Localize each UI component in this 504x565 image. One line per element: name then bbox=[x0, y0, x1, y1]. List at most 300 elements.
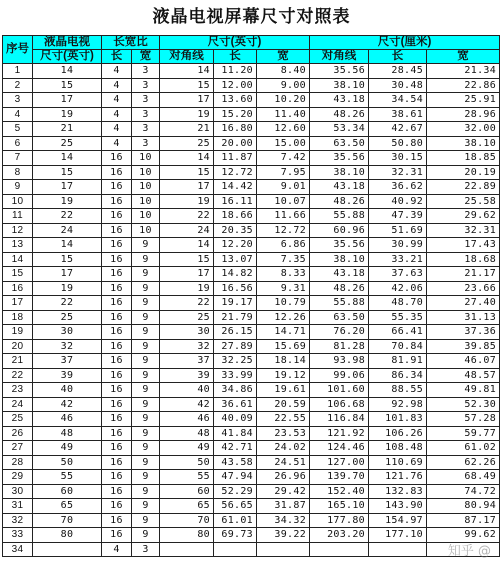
table-cell: 16 bbox=[102, 528, 132, 543]
table-cell: 15 bbox=[33, 252, 102, 267]
table-cell: 16 bbox=[102, 412, 132, 427]
table-cell: 9 bbox=[132, 441, 160, 456]
table-cell: 22.55 bbox=[257, 412, 310, 427]
table-cell: 20.59 bbox=[257, 397, 310, 412]
table-cell: 24 bbox=[33, 223, 102, 238]
table-cell: 36.61 bbox=[214, 397, 257, 412]
table-cell: 48.70 bbox=[369, 296, 427, 311]
table-cell: 32 bbox=[160, 339, 214, 354]
table-cell: 16 bbox=[102, 484, 132, 499]
table-cell: 101.60 bbox=[310, 383, 369, 398]
table-row bbox=[3, 151, 500, 166]
table-cell: 25 bbox=[3, 412, 33, 427]
table-cell: 20 bbox=[3, 339, 33, 354]
table-cell: 17.43 bbox=[427, 238, 500, 253]
table-cell: 19 bbox=[160, 107, 214, 122]
table-cell: 40.92 bbox=[369, 194, 427, 209]
table-cell: 10 bbox=[132, 223, 160, 238]
table-cell: 55 bbox=[160, 470, 214, 485]
table-cell: 43.18 bbox=[310, 93, 369, 108]
table-cell: 49 bbox=[33, 441, 102, 456]
table-cell: 15 bbox=[160, 78, 214, 93]
table-cell: 16 bbox=[102, 267, 132, 282]
table-cell: 26.96 bbox=[257, 470, 310, 485]
table-cell: 3 bbox=[132, 107, 160, 122]
table-cell: 46 bbox=[160, 412, 214, 427]
table-row bbox=[3, 325, 500, 340]
table-cell: 33.21 bbox=[369, 252, 427, 267]
table-cell: 18.14 bbox=[257, 354, 310, 369]
size-table bbox=[2, 35, 500, 557]
table-cell: 139.70 bbox=[310, 470, 369, 485]
table-cell: 40 bbox=[33, 383, 102, 398]
table-cell: 61.02 bbox=[427, 441, 500, 456]
table-row bbox=[3, 426, 500, 441]
table-cell: 3 bbox=[3, 93, 33, 108]
table-row bbox=[3, 252, 500, 267]
table-cell: 14 bbox=[160, 64, 214, 79]
header-cm: 尺寸(厘米) bbox=[310, 36, 500, 50]
header-cm-long: 长 bbox=[369, 50, 427, 64]
table-cell: 29.62 bbox=[427, 209, 500, 224]
table-cell: 60 bbox=[160, 484, 214, 499]
table-cell: 37.63 bbox=[369, 267, 427, 282]
table-cell: 39 bbox=[33, 368, 102, 383]
table-cell: 37 bbox=[33, 354, 102, 369]
table-cell: 30 bbox=[33, 325, 102, 340]
table-cell: 9 bbox=[3, 180, 33, 195]
table-cell: 154.97 bbox=[369, 513, 427, 528]
table-row bbox=[3, 194, 500, 209]
table-cell: 57.28 bbox=[427, 412, 500, 427]
table-row bbox=[3, 455, 500, 470]
table-cell: 17 bbox=[160, 180, 214, 195]
table-cell: 47.94 bbox=[214, 470, 257, 485]
table-cell: 6.86 bbox=[257, 238, 310, 253]
table-cell: 14 bbox=[33, 151, 102, 166]
table-cell: 99.06 bbox=[310, 368, 369, 383]
table-cell: 16 bbox=[102, 325, 132, 340]
table-cell: 16 bbox=[102, 165, 132, 180]
table-cell: 35.56 bbox=[310, 151, 369, 166]
table-cell: 16 bbox=[102, 455, 132, 470]
table-cell: 34 bbox=[3, 542, 33, 557]
table-cell: 36.62 bbox=[369, 180, 427, 195]
header-cm-diag: 对角线 bbox=[310, 50, 369, 64]
spreadsheet bbox=[2, 0, 501, 565]
header-lcd-size-2: 尺寸(英寸) bbox=[33, 50, 102, 64]
table-cell: 38.10 bbox=[310, 252, 369, 267]
table-cell: 43.18 bbox=[310, 267, 369, 282]
table-cell: 18 bbox=[3, 310, 33, 325]
table-row bbox=[3, 368, 500, 383]
table-cell: 29.42 bbox=[257, 484, 310, 499]
table-cell: 38.10 bbox=[310, 78, 369, 93]
table-cell: 7 bbox=[3, 151, 33, 166]
table-cell: 60 bbox=[33, 484, 102, 499]
table-cell: 16 bbox=[102, 281, 132, 296]
table-row bbox=[3, 64, 500, 79]
table-cell: 14 bbox=[3, 252, 33, 267]
table-cell: 4 bbox=[3, 107, 33, 122]
table-cell: 121.76 bbox=[369, 470, 427, 485]
table-cell: 65 bbox=[160, 499, 214, 514]
table-cell: 31 bbox=[3, 499, 33, 514]
table-cell: 15.69 bbox=[257, 339, 310, 354]
table-cell: 9 bbox=[132, 383, 160, 398]
table-cell: 177.80 bbox=[310, 513, 369, 528]
table-cell: 38.61 bbox=[369, 107, 427, 122]
table-cell: 16 bbox=[102, 513, 132, 528]
table-cell: 24 bbox=[3, 397, 33, 412]
table-cell: 23.66 bbox=[427, 281, 500, 296]
table-cell: 19.61 bbox=[257, 383, 310, 398]
table-cell: 16.56 bbox=[214, 281, 257, 296]
table-cell: 42.71 bbox=[214, 441, 257, 456]
table-cell: 3 bbox=[132, 78, 160, 93]
table-row bbox=[3, 528, 500, 543]
table-cell: 52.29 bbox=[214, 484, 257, 499]
table-cell: 106.68 bbox=[310, 397, 369, 412]
table-cell: 21 bbox=[33, 122, 102, 137]
table-row bbox=[3, 122, 500, 137]
table-cell: 80 bbox=[160, 528, 214, 543]
table-cell: 9 bbox=[132, 296, 160, 311]
table-cell: 8 bbox=[3, 165, 33, 180]
table-cell: 19 bbox=[33, 107, 102, 122]
table-cell: 16 bbox=[102, 470, 132, 485]
table-cell: 9 bbox=[132, 397, 160, 412]
table-cell: 10.20 bbox=[257, 93, 310, 108]
table-cell: 24.51 bbox=[257, 455, 310, 470]
table-cell: 47.39 bbox=[369, 209, 427, 224]
table-cell: 27.40 bbox=[427, 296, 500, 311]
table-cell: 110.69 bbox=[369, 455, 427, 470]
header-cm-wide: 宽 bbox=[427, 50, 500, 64]
table-cell: 21 bbox=[3, 354, 33, 369]
table-cell: 28.45 bbox=[369, 64, 427, 79]
table-row bbox=[3, 513, 500, 528]
table-cell: 9 bbox=[132, 368, 160, 383]
table-cell: 48.26 bbox=[310, 281, 369, 296]
table-cell: 34.54 bbox=[369, 93, 427, 108]
table-cell: 19.17 bbox=[214, 296, 257, 311]
table-cell: 17 bbox=[33, 180, 102, 195]
table-cell: 24.02 bbox=[257, 441, 310, 456]
table-cell: 48.57 bbox=[427, 368, 500, 383]
table-cell: 13.60 bbox=[214, 93, 257, 108]
table-cell: 15 bbox=[3, 267, 33, 282]
table-cell: 39 bbox=[160, 368, 214, 383]
table-cell: 3 bbox=[132, 542, 160, 557]
table-cell: 32.25 bbox=[214, 354, 257, 369]
watermark: 知乎 @ bbox=[447, 544, 491, 559]
table-cell: 11.87 bbox=[214, 151, 257, 166]
table-cell: 10 bbox=[3, 194, 33, 209]
table-cell: 152.40 bbox=[310, 484, 369, 499]
table-cell: 14 bbox=[160, 151, 214, 166]
table-cell: 23 bbox=[3, 383, 33, 398]
table-row bbox=[3, 484, 500, 499]
table-row bbox=[3, 354, 500, 369]
table-cell: 27 bbox=[3, 441, 33, 456]
table-cell: 86.34 bbox=[369, 368, 427, 383]
table-cell: 59.77 bbox=[427, 426, 500, 441]
table-cell: 25 bbox=[160, 136, 214, 151]
table-cell: 177.10 bbox=[369, 528, 427, 543]
table-cell: 21 bbox=[160, 122, 214, 137]
table-cell: 35.56 bbox=[310, 238, 369, 253]
table-cell: 16 bbox=[102, 151, 132, 166]
table-cell: 19 bbox=[160, 194, 214, 209]
table-cell: 30.15 bbox=[369, 151, 427, 166]
header-inch-wide: 宽 bbox=[257, 50, 310, 64]
table-cell: 17 bbox=[33, 267, 102, 282]
table-cell: 80.94 bbox=[427, 499, 500, 514]
table-cell: 7.35 bbox=[257, 252, 310, 267]
header-inch: 尺寸(英寸) bbox=[160, 36, 310, 50]
table-cell: 35.56 bbox=[310, 64, 369, 79]
table-cell: 8.40 bbox=[257, 64, 310, 79]
header-ratio-wide: 宽 bbox=[132, 50, 160, 64]
table-cell: 61.01 bbox=[214, 513, 257, 528]
table-cell: 127.00 bbox=[310, 455, 369, 470]
table-cell: 9 bbox=[132, 238, 160, 253]
table-cell: 10 bbox=[132, 194, 160, 209]
table-cell: 3 bbox=[132, 122, 160, 137]
table-cell: 24 bbox=[160, 223, 214, 238]
table-cell: 27.89 bbox=[214, 339, 257, 354]
table-cell: 50 bbox=[160, 455, 214, 470]
table-cell: 51.69 bbox=[369, 223, 427, 238]
table-cell: 32 bbox=[3, 513, 33, 528]
table-row bbox=[3, 397, 500, 412]
table-cell: 30.48 bbox=[369, 78, 427, 93]
table-row bbox=[3, 499, 500, 514]
table-cell: 28 bbox=[3, 455, 33, 470]
table-row bbox=[3, 296, 500, 311]
table-cell: 16 bbox=[102, 354, 132, 369]
table-cell: 16 bbox=[102, 296, 132, 311]
table-cell: 165.10 bbox=[310, 499, 369, 514]
table-row bbox=[3, 93, 500, 108]
table-cell: 50.80 bbox=[369, 136, 427, 151]
table-cell: 10 bbox=[132, 209, 160, 224]
table-cell: 4 bbox=[102, 136, 132, 151]
table-cell: 31.13 bbox=[427, 310, 500, 325]
table-row bbox=[3, 165, 500, 180]
table-cell: 30.99 bbox=[369, 238, 427, 253]
table-row bbox=[3, 209, 500, 224]
table-cell: 19 bbox=[33, 194, 102, 209]
table-cell: 14 bbox=[33, 238, 102, 253]
table-cell: 20.19 bbox=[427, 165, 500, 180]
table-cell: 25 bbox=[33, 136, 102, 151]
table-cell: 16.11 bbox=[214, 194, 257, 209]
table-cell: 10 bbox=[132, 151, 160, 166]
table-cell: 46 bbox=[33, 412, 102, 427]
table-cell: 16 bbox=[102, 499, 132, 514]
table-cell: 17 bbox=[160, 93, 214, 108]
table-cell: 55.88 bbox=[310, 296, 369, 311]
table-row bbox=[3, 412, 500, 427]
table-cell: 16 bbox=[102, 209, 132, 224]
table-cell: 43.58 bbox=[214, 455, 257, 470]
table-cell: 16.80 bbox=[214, 122, 257, 137]
table-cell: 22.89 bbox=[427, 180, 500, 195]
table-cell: 8.33 bbox=[257, 267, 310, 282]
table-cell: 4 bbox=[102, 107, 132, 122]
table-cell: 32.31 bbox=[427, 223, 500, 238]
table-cell: 3 bbox=[132, 93, 160, 108]
table-cell: 11.66 bbox=[257, 209, 310, 224]
table-cell: 12.26 bbox=[257, 310, 310, 325]
table-cell: 15 bbox=[33, 165, 102, 180]
table-cell: 60.96 bbox=[310, 223, 369, 238]
table-cell: 9 bbox=[132, 412, 160, 427]
table-cell: 12.20 bbox=[214, 238, 257, 253]
header-ratio-long: 长 bbox=[102, 50, 132, 64]
table-cell: 63.50 bbox=[310, 310, 369, 325]
table-cell: 108.48 bbox=[369, 441, 427, 456]
table-cell: 80 bbox=[33, 528, 102, 543]
table-cell: 22 bbox=[3, 368, 33, 383]
table-cell: 9 bbox=[132, 267, 160, 282]
table-cell: 101.83 bbox=[369, 412, 427, 427]
table-row bbox=[3, 238, 500, 253]
table-cell: 132.83 bbox=[369, 484, 427, 499]
table-cell: 16 bbox=[102, 238, 132, 253]
table-cell: 28.96 bbox=[427, 107, 500, 122]
table-cell: 13 bbox=[3, 238, 33, 253]
table-cell: 9.01 bbox=[257, 180, 310, 195]
table-cell: 16 bbox=[102, 441, 132, 456]
table-cell: 19 bbox=[3, 325, 33, 340]
table-row bbox=[3, 78, 500, 93]
table-cell: 21.17 bbox=[427, 267, 500, 282]
table-cell: 74.72 bbox=[427, 484, 500, 499]
table-cell: 18.66 bbox=[214, 209, 257, 224]
table-cell: 38.10 bbox=[310, 165, 369, 180]
table-cell: 32.00 bbox=[427, 122, 500, 137]
table-cell: 15.20 bbox=[214, 107, 257, 122]
table-cell bbox=[427, 542, 500, 557]
table-cell: 12.60 bbox=[257, 122, 310, 137]
table-cell: 15 bbox=[33, 78, 102, 93]
table-cell: 37 bbox=[160, 354, 214, 369]
table-cell: 14.82 bbox=[214, 267, 257, 282]
table-cell: 9 bbox=[132, 426, 160, 441]
table-cell: 48 bbox=[160, 426, 214, 441]
table-cell: 16 bbox=[102, 310, 132, 325]
table-row bbox=[3, 310, 500, 325]
table-cell: 17 bbox=[33, 93, 102, 108]
table-cell: 25 bbox=[160, 310, 214, 325]
table-cell: 10.79 bbox=[257, 296, 310, 311]
table-cell: 143.90 bbox=[369, 499, 427, 514]
table-cell: 16 bbox=[102, 223, 132, 238]
table-cell: 15 bbox=[160, 165, 214, 180]
table-cell: 9 bbox=[132, 470, 160, 485]
table-cell: 15 bbox=[160, 252, 214, 267]
table-cell: 32 bbox=[33, 339, 102, 354]
table-cell: 124.46 bbox=[310, 441, 369, 456]
table-cell bbox=[310, 542, 369, 557]
table-cell: 32.31 bbox=[369, 165, 427, 180]
table-cell: 46.07 bbox=[427, 354, 500, 369]
table-cell: 40.09 bbox=[214, 412, 257, 427]
table-cell: 3 bbox=[132, 64, 160, 79]
table-cell: 70 bbox=[33, 513, 102, 528]
table-cell: 9.00 bbox=[257, 78, 310, 93]
table-cell: 93.98 bbox=[310, 354, 369, 369]
table-cell: 19.12 bbox=[257, 368, 310, 383]
table-cell: 21.34 bbox=[427, 64, 500, 79]
table-cell: 16 bbox=[102, 383, 132, 398]
table-cell: 31.87 bbox=[257, 499, 310, 514]
table-cell: 25.91 bbox=[427, 93, 500, 108]
table-cell: 53.34 bbox=[310, 122, 369, 137]
table-cell: 121.92 bbox=[310, 426, 369, 441]
table-cell: 42 bbox=[160, 397, 214, 412]
table-row bbox=[3, 107, 500, 122]
table-cell: 68.49 bbox=[427, 470, 500, 485]
table-cell: 63.50 bbox=[310, 136, 369, 151]
table-row bbox=[3, 542, 500, 557]
table-row bbox=[3, 223, 500, 238]
table-cell: 7.95 bbox=[257, 165, 310, 180]
table-row bbox=[3, 383, 500, 398]
table-cell: 15.00 bbox=[257, 136, 310, 151]
table-cell: 10.07 bbox=[257, 194, 310, 209]
header-seq: 序号 bbox=[3, 36, 33, 64]
table-cell: 42.67 bbox=[369, 122, 427, 137]
table-cell: 11.20 bbox=[214, 64, 257, 79]
table-cell: 9 bbox=[132, 339, 160, 354]
table-cell: 38.10 bbox=[427, 136, 500, 151]
table-cell: 48 bbox=[33, 426, 102, 441]
table-cell: 13.07 bbox=[214, 252, 257, 267]
table-cell: 22 bbox=[33, 296, 102, 311]
table-row bbox=[3, 339, 500, 354]
table-cell: 9 bbox=[132, 499, 160, 514]
table-cell: 5 bbox=[3, 122, 33, 137]
table-cell: 9 bbox=[132, 354, 160, 369]
table-header bbox=[3, 36, 500, 64]
table-cell: 16 bbox=[102, 339, 132, 354]
table-cell: 9 bbox=[132, 281, 160, 296]
table-cell: 70.84 bbox=[369, 339, 427, 354]
table-cell: 48.26 bbox=[310, 194, 369, 209]
table-cell: 81.28 bbox=[310, 339, 369, 354]
table-cell: 70 bbox=[160, 513, 214, 528]
table-cell: 22 bbox=[160, 209, 214, 224]
table-cell: 56.65 bbox=[214, 499, 257, 514]
table-cell: 30 bbox=[160, 325, 214, 340]
table-cell: 18.85 bbox=[427, 151, 500, 166]
table-cell: 16 bbox=[3, 281, 33, 296]
table-cell: 9.31 bbox=[257, 281, 310, 296]
table-cell: 23.53 bbox=[257, 426, 310, 441]
table-cell: 22.86 bbox=[427, 78, 500, 93]
table-cell: 21.79 bbox=[214, 310, 257, 325]
table-row bbox=[3, 180, 500, 195]
table-cell: 22 bbox=[33, 209, 102, 224]
table-cell: 17 bbox=[3, 296, 33, 311]
table-cell: 92.98 bbox=[369, 397, 427, 412]
table-cell: 10 bbox=[132, 180, 160, 195]
table-cell: 3 bbox=[132, 136, 160, 151]
